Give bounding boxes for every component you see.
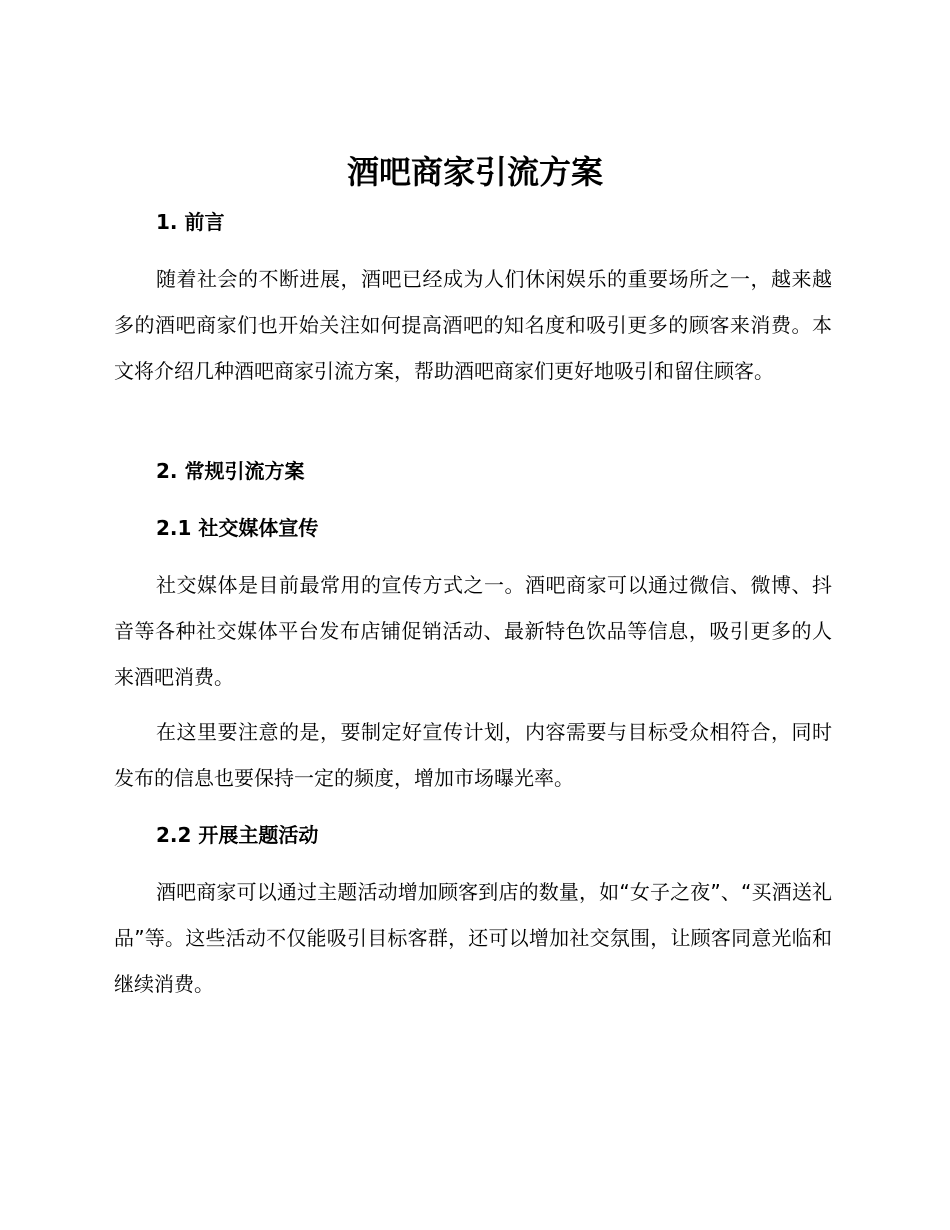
section-heading-social-media: 2.1 社交媒体宣传 — [156, 516, 319, 540]
social-media-paragraph-2: 在这里要注意的是，要制定好宣传计划，内容需要与目标受众相符合，同时发布的信息也要保持一定的频度，增加市场曝光率。 — [114, 720, 832, 790]
section-heading-intro: 1. 前言 — [156, 210, 225, 234]
intro-paragraph: 随着社会的不断进展，酒吧已经成为人们休闲娱乐的重要场所之一，越来越多的酒吧商家们也开始关注如何提高酒吧的知名度和吸引更多的顾客来消费。本文将介绍几种酒吧商家引流方案，帮助酒吧商家们更好地吸引和留住顾客。 — [114, 267, 832, 383]
themed-events-paragraph: 酒吧商家可以通过主题活动增加顾客到店的数量，如“女子之夜”、“买酒送礼品”等。这些活动不仅能吸引目标客群，还可以增加社交氛围，让顾客同意光临和继续消费。 — [114, 880, 832, 996]
social-media-paragraph-1: 社交媒体是目前最常用的宣传方式之一。酒吧商家可以通过微信、微博、抖音等各种社交媒体平台发布店铺促销活动、最新特色饮品等信息，吸引更多的人来酒吧消费。 — [114, 573, 832, 689]
section-heading-conventional: 2. 常规引流方案 — [156, 459, 305, 483]
document-title: 酒吧商家引流方案 — [346, 153, 603, 191]
section-heading-themed-events: 2.2 开展主题活动 — [156, 823, 319, 847]
